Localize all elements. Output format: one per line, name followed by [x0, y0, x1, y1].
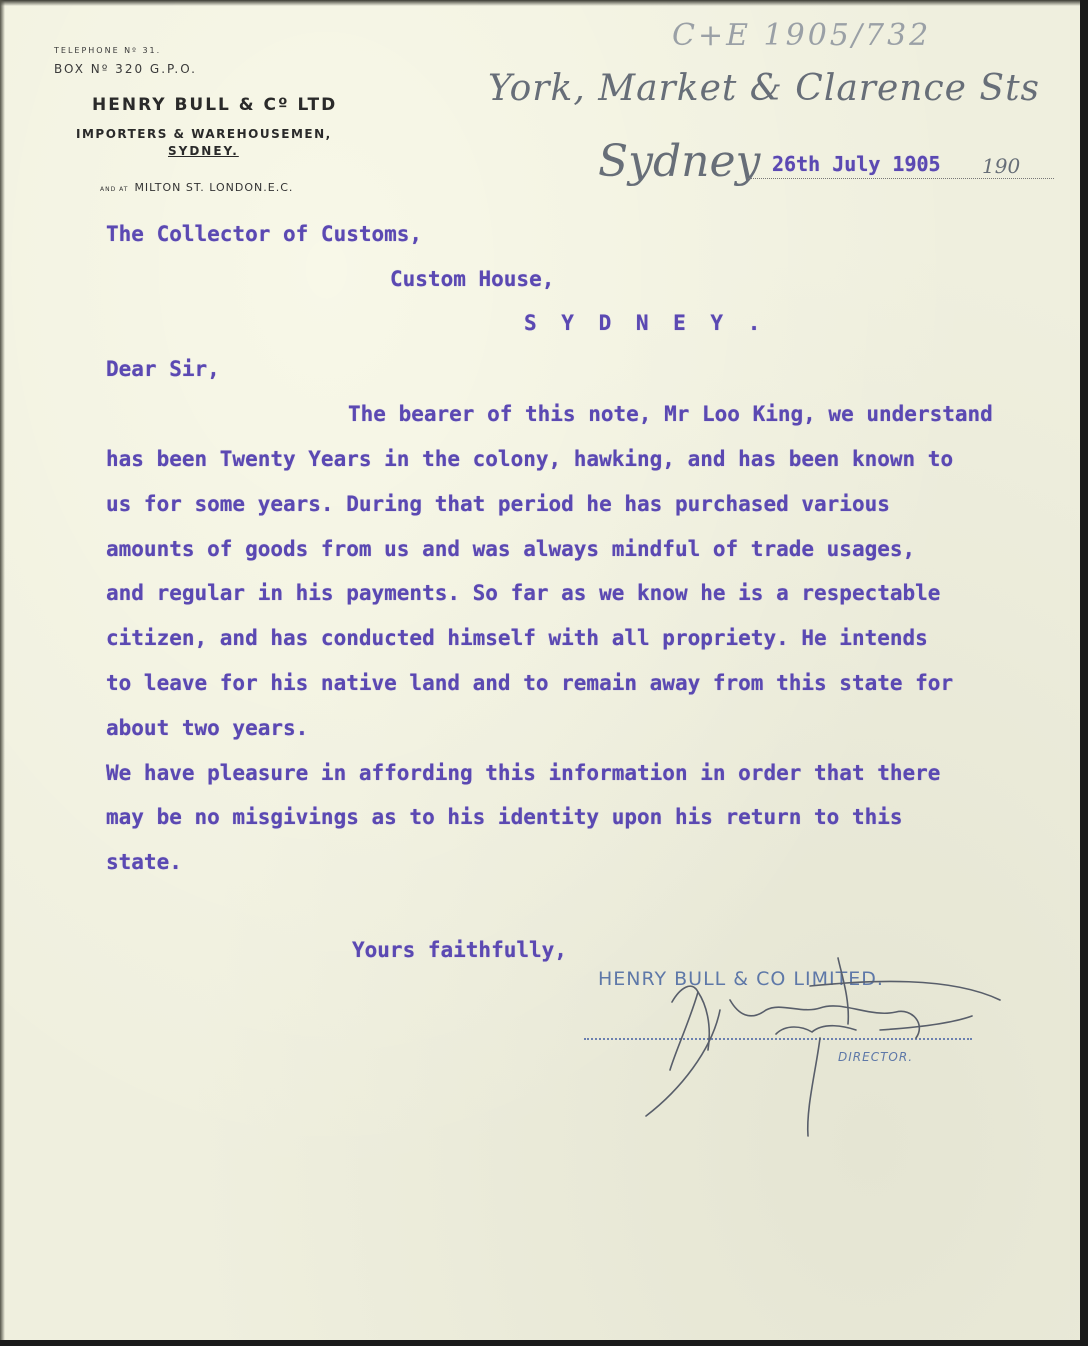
recipient-city: S Y D N E Y .: [524, 311, 767, 335]
body-line: has been Twenty Years in the colony, hawking, and has been known to: [106, 447, 954, 471]
letterhead-city: SYDNEY.: [168, 144, 239, 158]
city-script: Sydney: [598, 136, 761, 187]
body-line: may be no misgivings as to his identity upon his return to this: [106, 805, 903, 829]
stamp-company: HENRY BULL & CO LIMITED.: [598, 968, 884, 990]
salutation: Dear Sir,: [106, 357, 220, 381]
year-prefix: 190: [982, 154, 1021, 178]
stamp-title: DIRECTOR.: [838, 1050, 914, 1064]
scan-edge-right: [1080, 0, 1088, 1346]
body-line: to leave for his native land and to remain away from this state for: [106, 671, 954, 695]
body-line: and regular in his payments. So far as we know he is a respectable: [106, 581, 941, 605]
letterhead-trade: IMPORTERS & WAREHOUSEMEN,: [76, 127, 332, 141]
letterhead-london: [100, 181, 293, 194]
body-line: us for some years. During that period he has purchased various: [106, 492, 890, 516]
body-line: state.: [106, 850, 182, 874]
letterhead-telephone: TELEPHONE Nº 31.: [54, 46, 162, 55]
letterhead-company: HENRY BULL & Cº LTD: [92, 95, 338, 115]
scan-edge-top: [0, 0, 1088, 6]
date-dotted-line: [748, 178, 1054, 179]
reference-note: C+E 1905/732: [672, 18, 932, 53]
scan-edge-bottom: [0, 1340, 1088, 1346]
address-script: York, Market & Clarence Sts: [488, 68, 1041, 109]
director-signature: [580, 940, 1020, 1150]
letterhead-and-at: AND AT: [100, 186, 129, 193]
letterhead-box: BOX Nº 320 G.P.O.: [54, 62, 197, 76]
body-line: citizen, and has conducted himself with all propriety. He intends: [106, 626, 928, 650]
body-line: about two years.: [106, 716, 309, 740]
letterhead-london-address: MILTON ST. LONDON.E.C.: [134, 181, 294, 194]
letter-date: 26th July 1905: [772, 152, 941, 176]
body-line: We have pleasure in affording this information in order that there: [106, 761, 941, 785]
recipient-addressee: The Collector of Customs,: [106, 222, 423, 246]
body-line: The bearer of this note, Mr Loo King, we understand: [348, 402, 993, 426]
scan-edge-left: [0, 0, 5, 1346]
recipient-house: Custom House,: [390, 267, 555, 291]
closing: Yours faithfully,: [352, 938, 567, 962]
body-line: amounts of goods from us and was always mindful of trade usages,: [106, 537, 916, 561]
